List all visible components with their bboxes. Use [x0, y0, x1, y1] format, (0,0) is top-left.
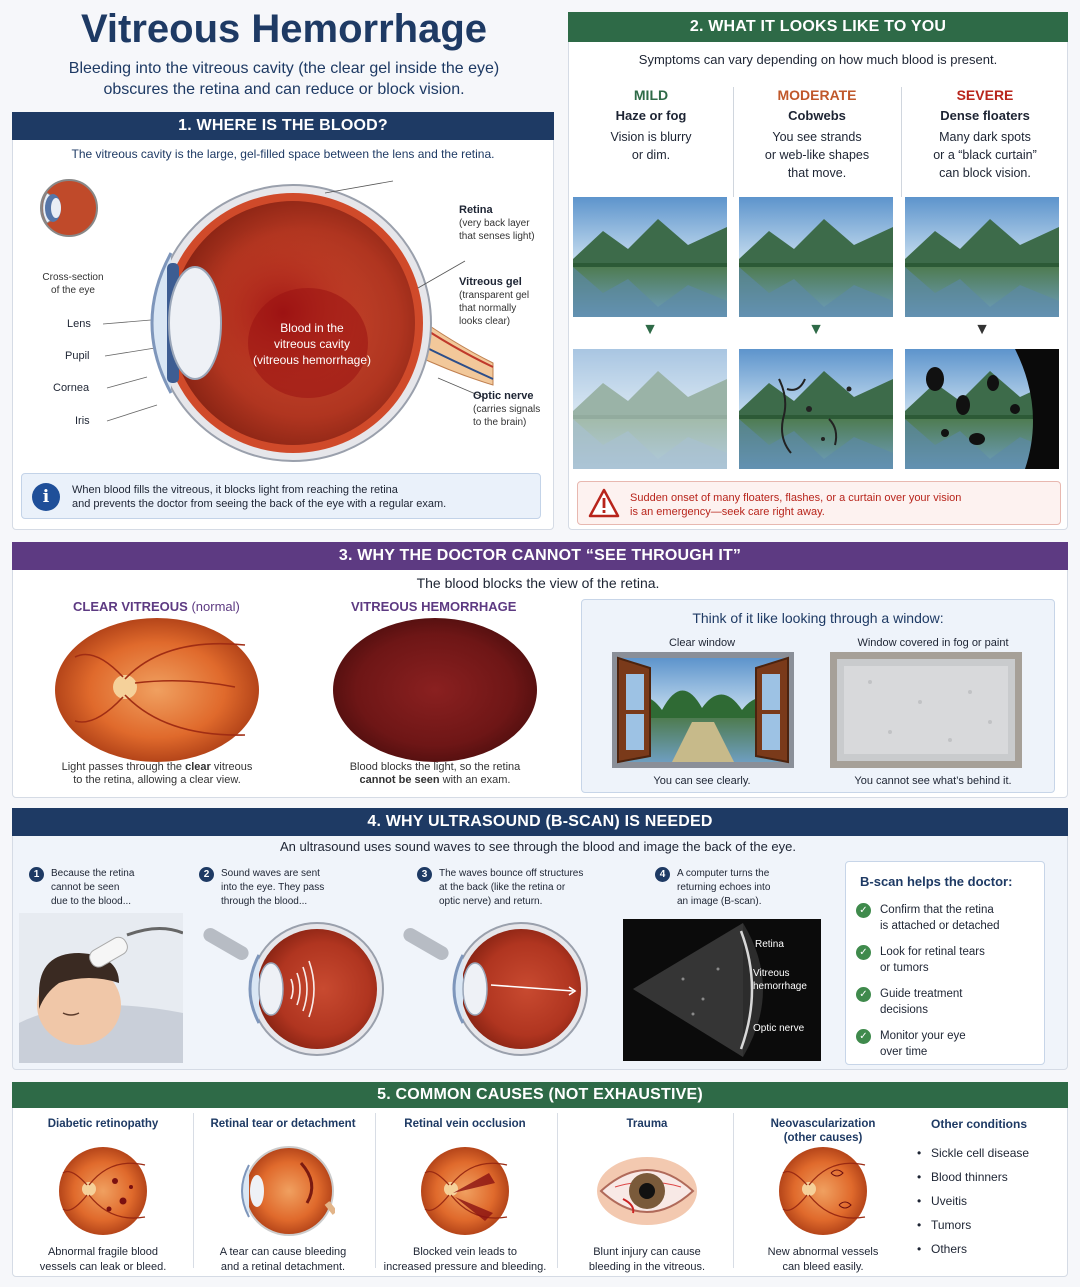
other-condition-item: • Uveitis	[917, 1194, 968, 1208]
page-subtitle-line1: Bleeding into the vitreous cavity (the clear gel inside the eye)	[68, 60, 500, 77]
bscan-nerve-label: Optic nerve	[753, 1023, 805, 1034]
symptom-level-severe	[903, 87, 1067, 182]
fog-window-caption: You cannot see what’s behind it.	[854, 775, 1012, 787]
normal-view-severe	[905, 197, 1059, 317]
check-circle-icon: ✓	[856, 987, 871, 1002]
clear-fundus-caption: Light passes through the clear vitreous to the retina, allowing a clear view.	[61, 761, 253, 786]
eye-sound-waves-diagram	[201, 907, 397, 1063]
patient-ultrasound-illustration	[19, 913, 183, 1063]
cause-item	[13, 1113, 193, 1273]
symptom-level-moderate	[735, 87, 899, 182]
symptom-level-mild	[569, 87, 733, 164]
step-text: A computer turns the returning echoes into an image (B-scan).	[677, 868, 771, 907]
fog-window-label: Window covered in fog or paint	[857, 637, 1009, 649]
eye-echo-diagram	[401, 907, 601, 1063]
section-what-it-looks-like	[568, 12, 1068, 530]
section-common-causes	[12, 1082, 1068, 1277]
cause-title: Retinal tear or detachment	[210, 1118, 356, 1130]
section-why-doctor-cannot-see	[12, 542, 1068, 798]
fundus-image	[231, 1143, 335, 1239]
blood-center-label: Blood in the vitreous cavity (vitreous hemorrhage)	[252, 321, 372, 367]
bscan-helps-box: B-scan helps the doctor: ✓ Confirm that the retina is attached or detached ✓ Look for retinal tears or tumors ✓ Guide treatment decisions ✓ Monitor your eye over time	[845, 861, 1045, 1065]
vitreous-gel-label: Vitreous gel (transparent gel that normally looks clear)	[459, 276, 530, 327]
info-icon: i	[32, 483, 60, 511]
fundus-image	[771, 1143, 875, 1239]
cause-item	[193, 1113, 373, 1273]
step-number-badge: 4	[655, 867, 670, 882]
cause-title: Neovascularization (other causes)	[770, 1118, 876, 1144]
symptom-view-severe	[905, 349, 1059, 469]
section-4-intro: An ultrasound uses sound waves to see through the blood and image the back of the eye.	[279, 839, 796, 854]
iris-label: Iris	[75, 415, 90, 427]
clear-fundus-image	[55, 617, 259, 767]
section-5-title: 5. COMMON CAUSES (NOT EXHAUSTIVE)	[12, 1082, 1068, 1108]
cause-caption: Blocked vein leads to increased pressure and bleeding.	[383, 1246, 547, 1273]
cause-title: Trauma	[626, 1118, 668, 1130]
section-3-title: 3. WHY THE DOCTOR CANNOT “SEE THROUGH IT”	[12, 542, 1068, 570]
level-desc: Many dark spots or a “black curtain” can block vision.	[933, 130, 1037, 180]
check-circle-icon: ✓	[856, 1029, 871, 1044]
symptom-view-mild	[573, 349, 727, 469]
section-where-is-blood	[12, 112, 554, 530]
clear-window-label: Clear window	[668, 637, 736, 649]
warning-triangle-icon	[588, 488, 620, 518]
section-1-title: 1. WHERE IS THE BLOOD?	[12, 112, 554, 140]
section-1-intro: The vitreous cavity is the large, gel-filled space between the lens and the retina.	[71, 147, 495, 161]
level-name: Haze or fog	[615, 108, 687, 123]
cornea-label: Cornea	[53, 382, 90, 394]
fundus-image	[51, 1143, 155, 1239]
other-condition-item: • Others	[917, 1242, 968, 1256]
bscan-retina-label: Retina	[755, 939, 784, 950]
other-conditions	[917, 1117, 1063, 1261]
fundus-image	[413, 1143, 517, 1239]
cause-item	[375, 1113, 555, 1273]
cause-caption: A tear can cause bleeding and a retinal detachment.	[219, 1246, 347, 1273]
other-condition-item: • Blood thinners	[917, 1170, 1008, 1184]
normal-view-moderate	[739, 197, 893, 317]
level-desc: You see strands or web-like shapes that move.	[764, 130, 870, 180]
step-number-badge: 1	[29, 867, 44, 882]
step-text: The waves bounce off structures at the back (like the retina or optic nerve) and return.	[439, 868, 584, 907]
pupil-label: Pupil	[65, 350, 90, 362]
cause-caption: New abnormal vessels can bleed easily.	[767, 1246, 879, 1273]
check-circle-icon: ✓	[856, 903, 871, 918]
hemorrhage-fundus-image	[333, 617, 537, 767]
bscan-helps-title: B-scan helps the doctor:	[860, 874, 1013, 889]
down-arrow-icon: ▼	[642, 321, 658, 338]
level-name: Dense floaters	[940, 108, 1030, 123]
retina-label: Retina (very back layer that senses light)	[459, 204, 535, 242]
cause-caption: Blunt injury can cause bleeding in the vitreous.	[588, 1246, 706, 1273]
step-number-badge: 2	[199, 867, 214, 882]
section-ultrasound	[12, 808, 1068, 1070]
fog-window-image	[830, 652, 1022, 768]
section-3-intro: The blood blocks the view of the retina.	[416, 575, 660, 591]
page-subtitle-line2: obscures the retina and can reduce or block vision.	[103, 81, 465, 98]
other-conditions-title: Other conditions	[931, 1117, 1027, 1131]
window-analogy-title: Think of it like looking through a window:	[692, 610, 944, 626]
cause-item	[557, 1113, 737, 1273]
other-condition-item: • Tumors	[917, 1218, 972, 1232]
warning-box: Sudden onset of many floaters, flashes, or a curtain over your vision is an emergency—seek care right away.	[577, 481, 1061, 525]
level-heading: SEVERE	[956, 87, 1014, 103]
section-2-title: 2. WHAT IT LOOKS LIKE TO YOU	[568, 12, 1068, 42]
other-condition-item: • Sickle cell disease	[917, 1146, 1030, 1160]
level-name: Cobwebs	[788, 108, 846, 123]
cause-caption: Abnormal fragile blood vessels can leak or bleed.	[39, 1246, 167, 1273]
step-text: Because the retina cannot be seen due to the blood...	[51, 868, 135, 907]
hemorrhage-label: VITREOUS HEMORRHAGE	[351, 599, 517, 614]
lens-label: Lens	[67, 318, 91, 330]
cause-title: Retinal vein occlusion	[404, 1118, 526, 1130]
clear-window-caption: You can see clearly.	[653, 775, 751, 787]
down-arrow-icon: ▼	[974, 321, 990, 338]
level-desc: Vision is blurry or dim.	[610, 130, 692, 162]
level-heading: MILD	[633, 87, 669, 103]
optic-nerve-label: Optic nerve (carries signals to the brain)	[473, 390, 541, 428]
normal-view-mild	[573, 197, 727, 317]
trauma-eye-image	[595, 1143, 699, 1239]
clear-window-image	[612, 652, 794, 768]
step-text: Sound waves are sent into the eye. They pass through the blood...	[221, 868, 325, 907]
info-box: i When blood fills the vitreous, it blocks light from reaching the retina and prevents the doctor from seeing the back of the eye with a regular exam.	[21, 473, 541, 519]
section-4-title: 4. WHY ULTRASOUND (B-SCAN) IS NEEDED	[12, 808, 1068, 836]
b-scan-image	[623, 919, 821, 1061]
cross-section-label: Cross-section of the eye	[42, 272, 104, 296]
symptom-view-moderate	[739, 349, 893, 469]
down-arrow-icon: ▼	[808, 321, 824, 338]
cause-item	[733, 1113, 913, 1273]
section-2-intro: Symptoms can vary depending on how much blood is present.	[638, 52, 998, 67]
check-circle-icon: ✓	[856, 945, 871, 960]
level-heading: MODERATE	[777, 87, 857, 103]
window-analogy-box	[581, 599, 1055, 793]
page-title: Vitreous Hemorrhage	[80, 7, 488, 51]
small-eye-icon	[31, 173, 101, 243]
step-number-badge: 3	[417, 867, 432, 882]
hemorrhage-fundus-caption: Blood blocks the light, so the retina cannot be seen with an exam.	[349, 761, 521, 786]
cause-title: Diabetic retinopathy	[47, 1118, 159, 1130]
bscan-hemorrhage-label: Vitreous hemorrhage	[753, 968, 807, 992]
clear-vitreous-label: CLEAR VITREOUS (normal)	[73, 599, 240, 614]
